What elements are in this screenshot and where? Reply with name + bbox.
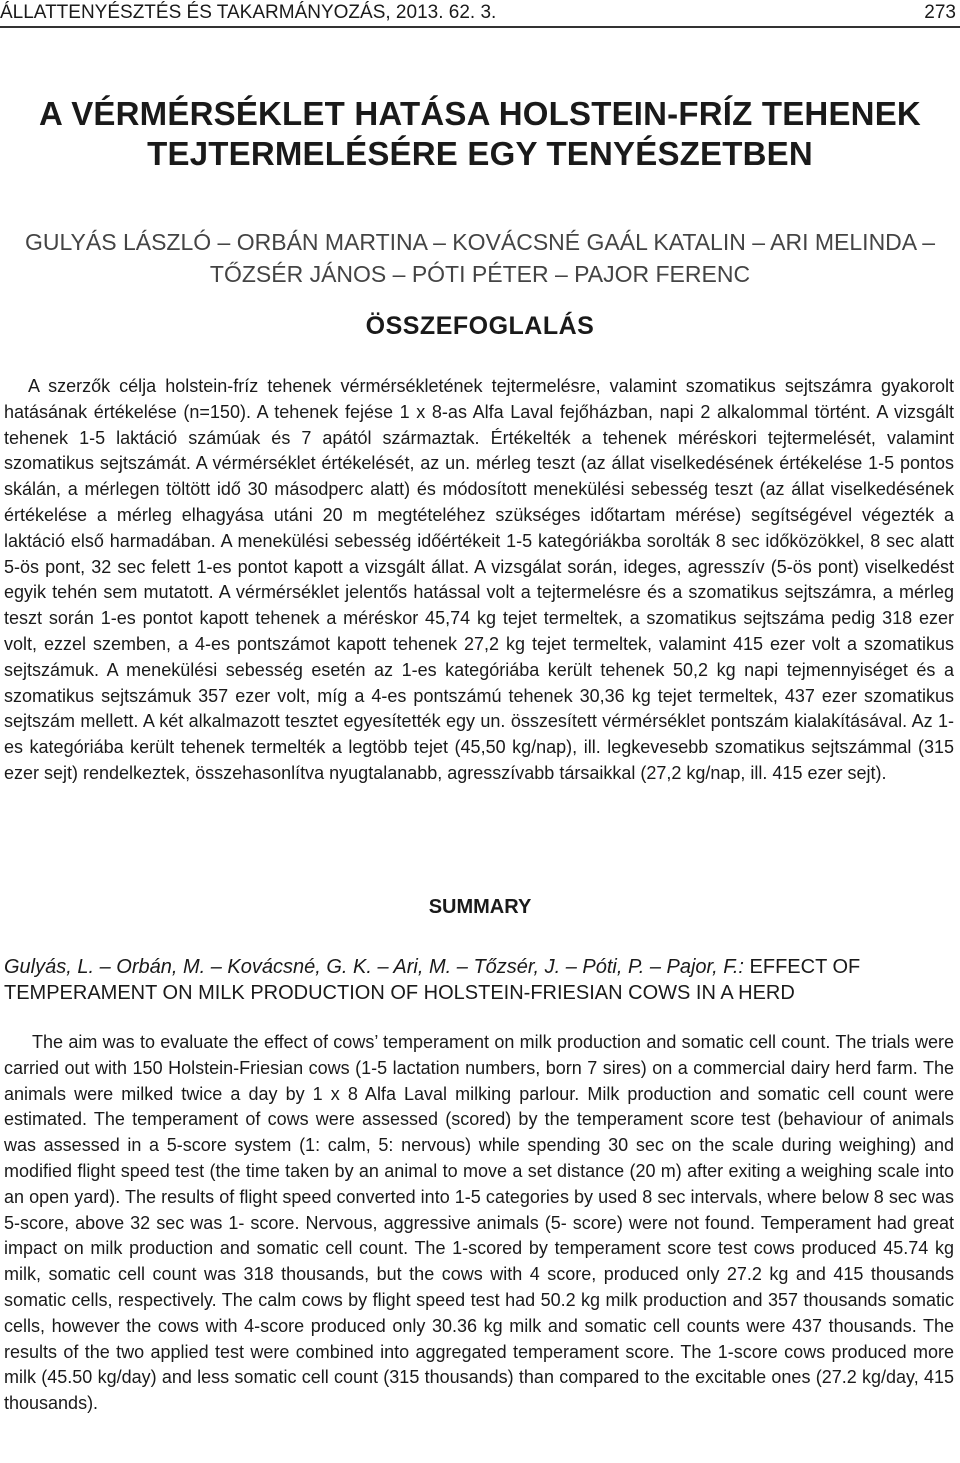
summary-citation (4, 954, 954, 1006)
summary-heading: SUMMARY (428, 896, 532, 918)
article-title-line-2: TEJTERMELÉSÉRE EGY TENYÉSZETBEN (147, 135, 813, 172)
citation-title: EFFECT OF TEMPERAMENT ON MILK PRODUCTION OF HOLSTEIN-FRIESIAN COWS IN A HERD (4, 956, 861, 1004)
article-title (0, 94, 960, 174)
abstract-hu-text: A szerzők célja holstein-fríz tehenek vérmérsékletének tejtermelésre, valamint szomatikus sejtszámra gyakorolt hatásának értékelése (n=150). A tehenek fejése 1 x 8-as Alfa Laval fejőházban, napi 2 alkalommal történt. A vizsgált tehenek 1-5 laktáció számúak és 7 apától származtak. Értékelték a tehenek méréskori tejtermelését, valamint szomatikus sejtszámát. A vérmérséklet értékelését, az un. mérleg teszt (az állat viselkedésének értékelése 1-5 pontos skálán, a mérlegen töltött idő 30 másodperc alatt) és módosított menekülési sebesség teszt (az állat viselkedésének értékelése a mérleg elhagyása utáni 20 m megtételéhez szükséges időtartam mérése) segítségével végezték a laktáció első harmadában. A menekülési sebesség időértékeit 1-5 kategóriákba sorolták 8 sec időközökkel, 8 sec alatt 5-ös pont, 32 sec felett 1-es pontot kapott a vizsgált állat. A vizsgálat során, ideges, agresszív (5-ös pont) viselkedést egyik tehén sem mutatott. A vérmérséklet jelentős hatással volt a tejtermelésre és a szomatikus sejtszámra, a mérleg teszt során 1-es pontot kapott tehenek a méréskor 45,74 kg tejet termeltek, a szomatikus sejtszáma pedig 318 ezer volt, ezzel szemben, a 4-es pontszámot kapott tehenek 27,2 kg tejet termeltek, valamint 415 ezer volt a szomatikus sejtszámuk. A menekülési sebesség esetén az 1-es kategóriába került tehenek 50,2 kg napi tejmennyiséget és a szomatikus sejtszámuk 357 ezer volt, míg a 4-es pontszámú tehenek 30,36 kg tejet termeltek, 437 ezer szomatikus sejtszám mellett. A két alkalmazott tesztet egyesítették egy un. összesített vérmérséklet pontszám kialakításával. Az 1-es kategóriába került tehenek termelték a legtöbb tejet (45,50 kg/nap), ill. legkevesebb szomatikus sejtszámmal (315 ezer sejt) rendelkeztek, összehasonlítva nyugtalanabb, agresszívabb társaikkal (27,2 kg/nap, ill. 415 ezer sejt). (4, 376, 954, 783)
journal-citation: ÁLLATTENYÉSZTÉS ÉS TAKARMÁNYOZÁS, 2013. 62. 3. (0, 2, 497, 23)
article-title-line-1: A VÉRMÉRSÉKLET HATÁSA HOLSTEIN-FRÍZ TEHENEK (39, 95, 921, 132)
author-list (0, 226, 960, 290)
author-list-line-2: TŐZSÉR JÁNOS – PÓTI PÉTER – PAJOR FERENC (209, 261, 751, 287)
abstract-hu-heading: ÖSSZEFOGLALÁS (365, 312, 595, 340)
running-header (0, 2, 960, 28)
page-number: 273 (924, 2, 956, 23)
summary-text: The aim was to evaluate the effect of cows’ temperament on milk production and somatic cell count. The trials were carried out with 150 Holstein-Friesian cows (1-5 lactation numbers, born 7 sires) on a commercial dairy herd farm. The animals were milked twice a day by 1 x 8 Alfa Laval milking parlour. Milk production and somatic cell count were estimated. The temperament of cows were assessed (scored) by the temperament score test (behaviour of animals was assessed in a 5-score system (1: calm, 5: nervous) while spending 30 sec on the scale during weighing) and modified flight speed test (the time taken by an animal to move a set distance (20 m) after exiting a weighing scale into an open yard). The results of flight speed converted into 1-5 categories by used 8 sec intervals, where below 8 sec was 5-score, above 32 sec was 1- score. Nervous, aggressive animals (5- score) were not found. Temperament had great impact on milk production and somatic cell count. The 1-scored by temperament score test cows produced 45.74 kg milk, somatic cell count was 318 thousands, but the cows with 4 score, produced only 27.2 kg and 415 thousands somatic cells, respectively. The calm cows by flight speed test had 50.2 kg milk production and 357 thousands somatic cells, however the cows with 4-score produced only 30.36 kg milk and somatic cell counts were 437 thousands. The results of the two applied test were combined into aggregated temperament score. The 1-score cows produced more milk (45.50 kg/day) and less somatic cell count (315 thousands) than compared to the excitable ones (27.2 kg/day, 415 thousands). (4, 1032, 954, 1414)
citation-authors: Gulyás, L. – Orbán, M. – Kovácsné, G. K. – Ari, M. – Tőzsér, J. – Póti, P. – Pajor, F.: (4, 956, 744, 978)
author-list-line-1: GULYÁS LÁSZLÓ – ORBÁN MARTINA – KOVÁCSNÉ GAÁL KATALIN – ARI MELINDA – (24, 229, 936, 255)
